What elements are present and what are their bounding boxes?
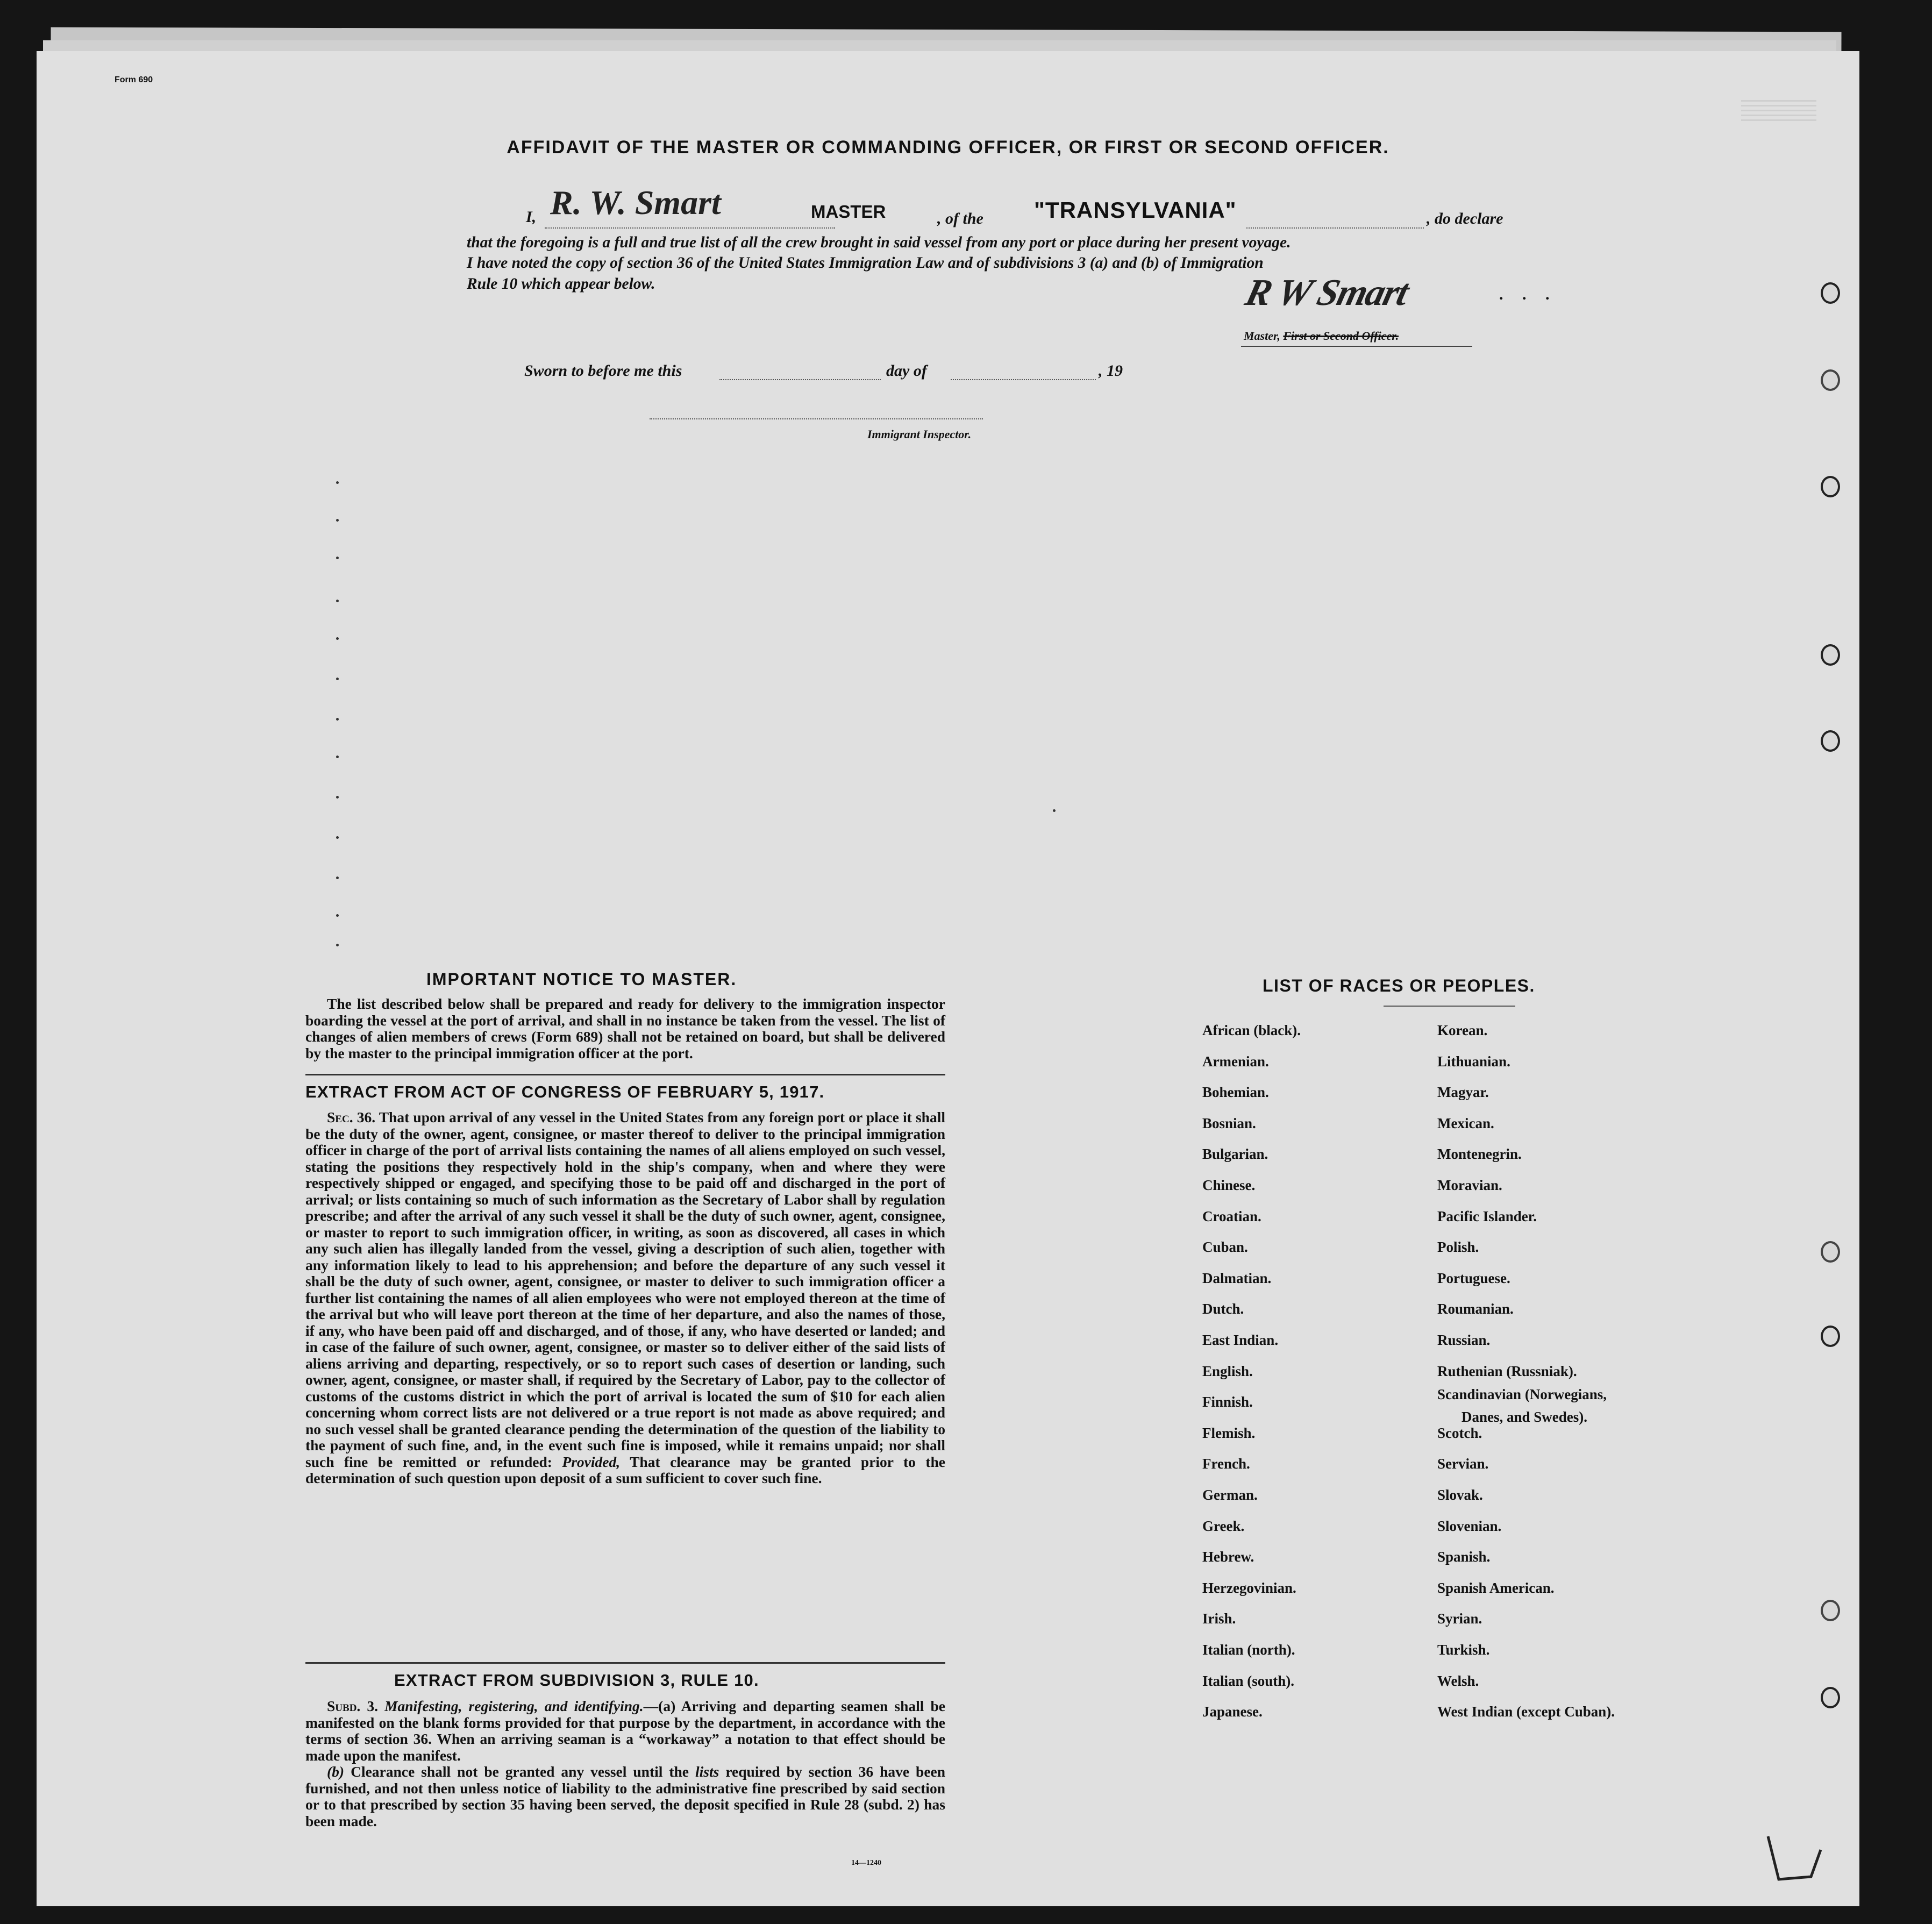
race-item: Danes, and Swedes). <box>1462 1409 1588 1426</box>
rule-text <box>305 1698 945 1829</box>
race-item: Slovak. <box>1437 1487 1483 1503</box>
race-item: Dalmatian. <box>1202 1270 1272 1286</box>
document-page <box>37 51 1859 1906</box>
signature-caption <box>1244 329 1399 343</box>
race-item: Finnish. <box>1202 1394 1253 1410</box>
rule-b-lists: lists <box>695 1763 719 1780</box>
race-item: Korean. <box>1437 1022 1488 1038</box>
binder-hole <box>1821 1687 1840 1708</box>
binder-hole <box>1821 644 1840 666</box>
race-item: Syrian. <box>1437 1611 1482 1627</box>
rule-paragraph-b <box>305 1764 945 1829</box>
race-item: Servian. <box>1437 1456 1489 1472</box>
race-item: Spanish American. <box>1437 1579 1555 1596</box>
race-item: Italian (north). <box>1202 1642 1295 1658</box>
sworn-text: Sworn to before me this <box>524 362 682 380</box>
binder-hole <box>1821 282 1840 304</box>
margin-dot <box>336 836 339 839</box>
binder-hole <box>1821 1600 1840 1621</box>
race-item: Bohemian. <box>1202 1084 1269 1101</box>
race-item: French. <box>1202 1456 1250 1472</box>
margin-dot <box>336 944 339 946</box>
affidavit-line-3: I have noted the copy of section 36 of the United States Immigration Law and of subdivisions 3 (a) and (b) of Immigration <box>467 254 1264 272</box>
race-item: Spanish. <box>1437 1549 1491 1565</box>
act-divider <box>305 1662 945 1664</box>
act-text <box>305 1109 945 1487</box>
of-the-text: , of the <box>937 210 983 227</box>
race-item: Italian (south). <box>1202 1672 1295 1689</box>
vessel-name: "TRANSYLVANIA" <box>1034 197 1237 223</box>
sworn-month-blank <box>951 379 1096 380</box>
rule-paragraph-a <box>305 1698 945 1764</box>
margin-dot <box>336 557 339 559</box>
signature-caption-struck: First or Second Officer. <box>1283 329 1399 343</box>
rule-title: EXTRACT FROM SUBDIVISION 3, RULE 10. <box>394 1671 759 1690</box>
race-item: Mexican. <box>1437 1115 1494 1131</box>
vessel-blank <box>1246 227 1424 229</box>
affidavit-title: AFFIDAVIT OF THE MASTER OR COMMANDING OFFICER, OR FIRST OR SECOND OFFICER. <box>507 137 1389 158</box>
race-item: Lithuanian. <box>1437 1053 1510 1070</box>
race-item: Slovenian. <box>1437 1517 1502 1534</box>
race-item: Japanese. <box>1202 1704 1263 1720</box>
do-declare-text: , do declare <box>1427 210 1503 227</box>
day-of-text: day of <box>886 362 927 380</box>
race-item: Armenian. <box>1202 1053 1269 1070</box>
signature-caption-master: Master, <box>1244 329 1280 343</box>
rule-b-label: (b) <box>327 1763 345 1780</box>
margin-dot <box>336 637 339 640</box>
inspector-label: Immigrant Inspector. <box>867 427 972 441</box>
race-item: Cuban. <box>1202 1239 1248 1256</box>
race-item: German. <box>1202 1487 1258 1503</box>
margin-dot <box>336 756 339 758</box>
race-item: Pacific Islander. <box>1437 1208 1537 1224</box>
binder-hole <box>1821 730 1840 752</box>
act-section-label: Sec. 36. <box>327 1109 376 1125</box>
margin-dot <box>336 481 339 484</box>
race-item: Russian. <box>1437 1332 1491 1348</box>
pen-mark <box>1757 1820 1838 1890</box>
signature-line <box>1241 346 1472 347</box>
act-title: EXTRACT FROM ACT OF CONGRESS OF FEBRUARY 5, 1917. <box>305 1082 825 1101</box>
race-item: Ruthenian (Russniak). <box>1437 1363 1577 1379</box>
race-item: Irish. <box>1202 1611 1236 1627</box>
rule-b-text-2: required by section 36 have been furnished, and not then unless notice of liability to the administrative fine prescribed by said section or to that prescribed by section 35 having been served, the deposit specified in Rule 28 (subd. 2) has been made. <box>305 1763 946 1829</box>
master-signature-name: R. W. Smart <box>550 183 721 222</box>
race-item: Bulgarian. <box>1202 1146 1268 1163</box>
rank-label: MASTER <box>811 202 886 222</box>
race-item: Magyar. <box>1437 1084 1489 1101</box>
notice-paragraph: The list described below shall be prepared and ready for delivery to the immigration inspector boarding the vessel at the port of arrival, and shall in no instance be taken from the vessel. The list of changes of alien members of crews (Form 689) shall not be retained on board, but shall be delivered by the master to the principal immigration officer at the port. <box>305 995 945 1061</box>
race-item: Polish. <box>1437 1239 1479 1256</box>
signature-dots: . . . <box>1499 286 1557 303</box>
margin-dot <box>336 519 339 522</box>
binder-hole <box>1821 476 1840 497</box>
race-item: Herzegovinian. <box>1202 1579 1296 1596</box>
act-body: That upon arrival of any vessel in the United States from any foreign port or place it shall be the duty of the owner, agent, consignee, or master thereof to deliver to the principal immigration officer in charge of the port of arrival lists containing the names of all aliens employed on such vessel, stating the positions they respectively hold in the ship's company, when and where they were respectively shipped or engaged, and specifying those to be paid off and discharged in the port of arrival; or lists containing so much of such information as the Secretary of Labor shall by regulation prescribe; and after the arrival of any such vessel it shall be the duty of such owner, agent, consignee, or master to report to such immigration officer, in writing, as soon as discovered, all cases in which any such alien has illegally landed from the vessel, giving a description of such alien, together with any information likely to lead to his apprehension; and before the departure of any such vessel it shall be the duty of such owner, agent, consignee, or master to deliver to such immigration officer a further list containing the names of all alien employees who were not employed thereon at the time of the arrival but who will leave port thereon at the time of her departure, and also the names of those, if any, who have been paid off and discharged, and of those, if any, who have deserted or landed; and in case of the failure of such owner, agent, consignee, or master so to deliver either of the said lists of aliens arriving and departing, respectively, or so to report such cases of desertion or landing, such owner, agent, consignee, or master shall, if required by the Secretary of Labor, pay to the collector of customs of the customs district in which the port of arrival is located the sum of $10 for each alien concerning whom correct lists are not delivered or a true report is not made as above required; and no such vessel shall be granted clearance pending the determination of the question of the liability to the payment of such fine, and, in the event such fine is imposed, while it remains unpaid; nor shall such fine be remitted or refunded: <box>305 1109 945 1470</box>
race-item: Montenegrin. <box>1437 1146 1522 1163</box>
margin-dot <box>336 877 339 879</box>
act-provided: Provided, <box>562 1453 621 1470</box>
margin-dot <box>336 678 339 680</box>
notice-title: IMPORTANT NOTICE TO MASTER. <box>426 970 737 989</box>
race-item: African (black). <box>1202 1022 1301 1038</box>
name-blank <box>545 227 835 229</box>
margin-dot <box>336 718 339 721</box>
race-item: Welsh. <box>1437 1672 1479 1689</box>
binder-hole <box>1821 1326 1840 1347</box>
affidavit-line-4: Rule 10 which appear below. <box>467 275 655 293</box>
margin-dot <box>336 600 339 602</box>
year-text: , 19 <box>1099 362 1123 380</box>
margin-dot <box>336 796 339 799</box>
race-item: Scotch. <box>1437 1424 1482 1441</box>
master-signature: R W Smart <box>1241 272 1413 313</box>
race-item: Dutch. <box>1202 1301 1244 1317</box>
margin-dot <box>1053 809 1056 812</box>
race-item: Bosnian. <box>1202 1115 1256 1131</box>
binder-hole <box>1821 369 1840 391</box>
race-item: Scandinavian (Norwegians, <box>1437 1386 1607 1403</box>
act-paragraph <box>305 1109 945 1487</box>
race-item: Roumanian. <box>1437 1301 1514 1317</box>
form-number: Form 690 <box>115 75 153 84</box>
inspector-signature-line <box>650 418 983 419</box>
race-item: English. <box>1202 1363 1253 1379</box>
affidavit-line-2: that the foregoing is a full and true list of all the crew brought in said vessel from any port or place during her present voyage. <box>467 234 1291 251</box>
sworn-day-blank <box>719 379 881 380</box>
rule-a-text: —(a) Arriving and departing seamen shall be manifested on the blank forms provided for that purpose by the department, in accordance with the terms of section 36. When an arriving seaman is a “workaway” a notation to that effect should be made upon the manifest. <box>305 1698 945 1764</box>
bleed-through-mark <box>1741 99 1816 121</box>
act-body-end: That clearance may be granted prior to the determination of such question upon deposit of a sum sufficient to cover such fine. <box>305 1453 945 1486</box>
rule-subd-heading: Manifesting, registering, and identifying. <box>384 1698 644 1714</box>
race-item: Portuguese. <box>1437 1270 1510 1286</box>
races-title-rule <box>1384 1006 1515 1007</box>
notice-text <box>305 996 945 1061</box>
race-item: Moravian. <box>1437 1177 1502 1193</box>
binder-hole <box>1821 1241 1840 1263</box>
race-item: Croatian. <box>1202 1208 1261 1224</box>
notice-divider <box>305 1074 945 1075</box>
races-title: LIST OF RACES OR PEOPLES. <box>1263 976 1535 995</box>
race-item: Flemish. <box>1202 1424 1256 1441</box>
race-item: Chinese. <box>1202 1177 1256 1193</box>
race-item: East Indian. <box>1202 1332 1279 1348</box>
affidavit-pronoun: I, <box>526 208 537 226</box>
race-item: Hebrew. <box>1202 1549 1254 1565</box>
rule-subd-label: Subd. 3. <box>327 1698 378 1714</box>
race-item: Greek. <box>1202 1517 1245 1534</box>
rule-b-text-1: Clearance shall not be granted any vessel until the <box>351 1763 689 1780</box>
margin-dot <box>336 914 339 917</box>
race-item: West Indian (except Cuban). <box>1437 1704 1615 1720</box>
print-code: 14—1240 <box>851 1859 881 1867</box>
race-item: Turkish. <box>1437 1642 1490 1658</box>
